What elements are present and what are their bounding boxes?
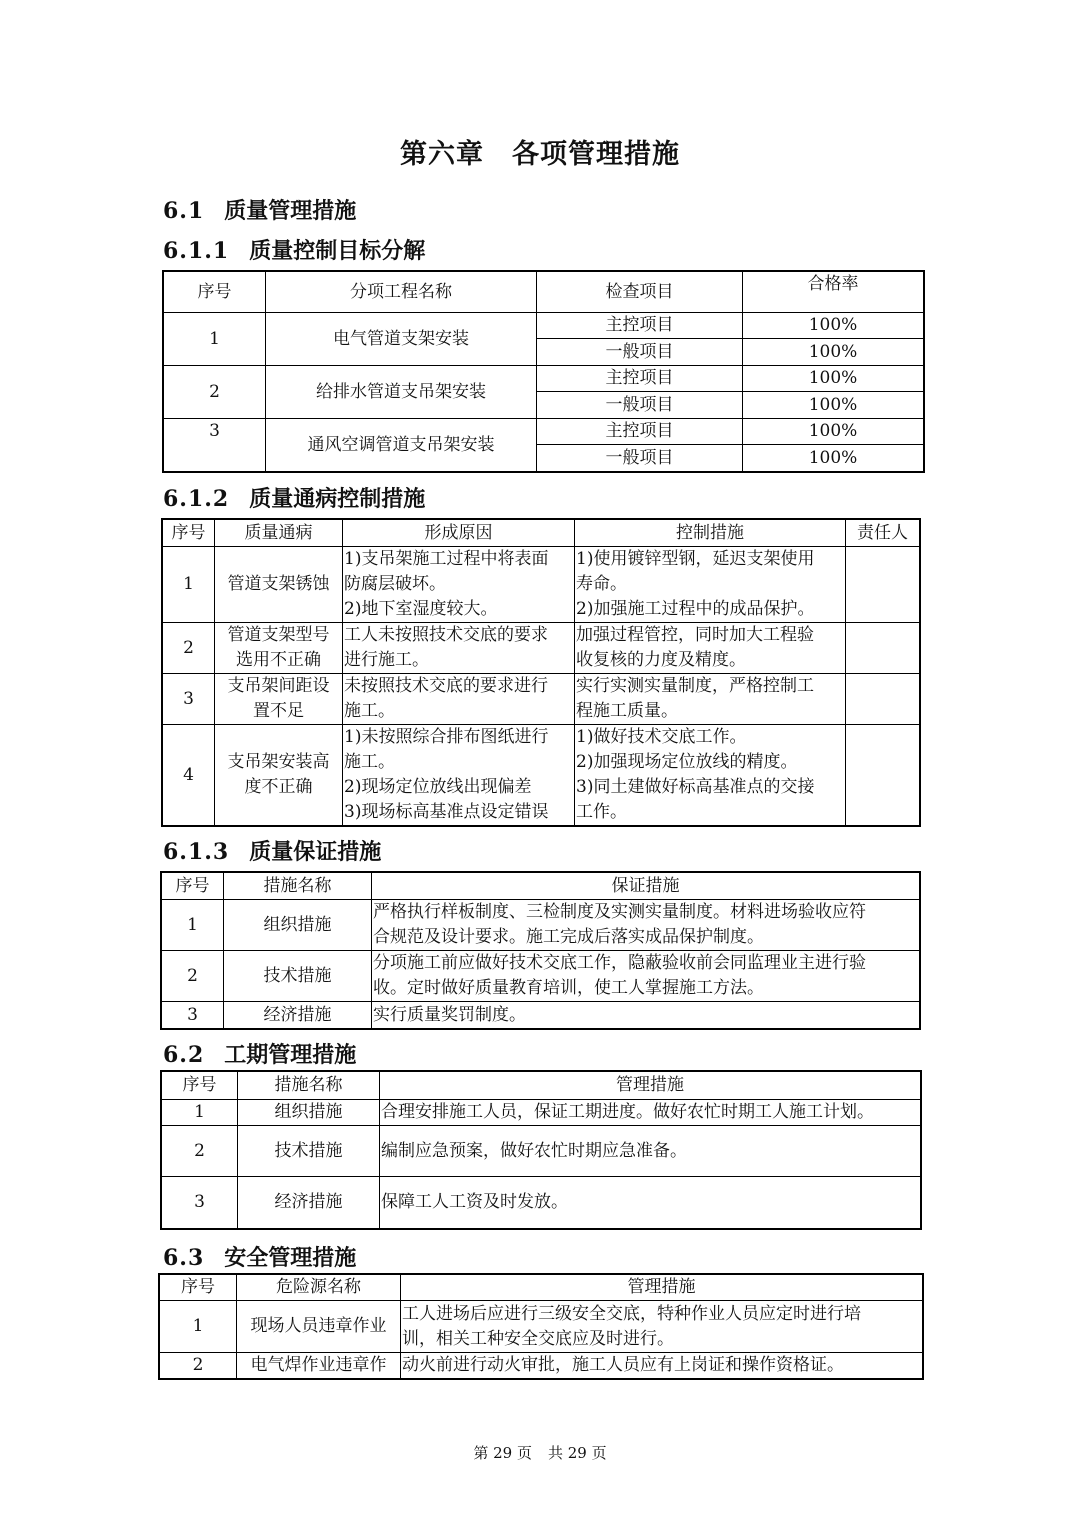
row-number: 2 — [162, 951, 224, 1002]
pass-rate: 100% — [743, 366, 924, 392]
control-measure — [575, 547, 846, 623]
chapter-title — [0, 132, 1080, 171]
defect-cause — [343, 725, 575, 826]
section-number: 6.1 — [163, 198, 205, 224]
text-line: 管道支架型号 — [227, 625, 330, 645]
check-item: 一般项目 — [537, 339, 743, 366]
text-line: 1)使用镀锌型钢，延迟支架使用 — [576, 549, 815, 569]
check-item: 主控项目 — [537, 313, 743, 339]
row-number: 1 — [162, 1100, 238, 1126]
row-number: 3 — [162, 1002, 224, 1029]
table-row — [162, 1100, 921, 1126]
responsible-person — [846, 725, 920, 826]
text-line: 3)现场标高基准点设定错误 — [344, 802, 549, 822]
table-row — [162, 1002, 920, 1029]
text-line: 加强过程管控，同时加大工程验 — [576, 625, 814, 645]
text-line: 寿命。 — [576, 574, 627, 594]
text-line: 严格执行样板制度、三检制度及实测实量制度。材料进场验收应符 — [373, 902, 866, 922]
section-heading-6-1-1 — [163, 234, 425, 265]
work-item-name: 给排水管道支吊架安装 — [266, 366, 537, 419]
measure-name: 技术措施 — [238, 1126, 380, 1177]
defect-cause — [343, 623, 575, 674]
text-line: 3)同土建做好标高基准点的交接 — [576, 777, 815, 797]
header-cell: 检查项目 — [537, 272, 743, 313]
row-number: 3 — [163, 674, 215, 725]
check-item: 主控项目 — [537, 419, 743, 445]
page-number: 第 29 页 — [473, 1444, 532, 1462]
row-number: 3 — [164, 419, 266, 472]
quality-assurance-table — [161, 872, 920, 1029]
row-number: 4 — [163, 725, 215, 826]
text-line: 施工。 — [344, 752, 395, 772]
assurance-text — [372, 951, 920, 1002]
header-cell: 形成原因 — [343, 520, 575, 547]
pass-rate: 100% — [743, 339, 924, 366]
work-item-name: 电气管道支架安装 — [266, 313, 537, 366]
header-cell: 序号 — [164, 272, 266, 313]
text-line: 工人进场后应进行三级安全交底，特种作业人员应定时进行培 — [402, 1303, 861, 1324]
text-line: 程施工质量。 — [576, 701, 678, 721]
header-cell: 合格率 — [743, 272, 924, 313]
defect-name — [215, 547, 343, 623]
text-line: 管道支架锈蚀 — [227, 574, 330, 594]
row-number: 3 — [162, 1177, 238, 1229]
header-cell: 危险源名称 — [237, 1275, 401, 1301]
section-number: 6.1.3 — [163, 839, 230, 865]
text-line: 2)现场定位放线出现偏差 — [344, 777, 532, 797]
header-cell: 序号 — [162, 1072, 238, 1100]
quality-defect-table — [162, 519, 920, 826]
text-line: 收复核的力度及精度。 — [576, 650, 746, 670]
control-measure — [575, 674, 846, 725]
table-header-row — [160, 1275, 923, 1301]
row-number: 1 — [164, 313, 266, 366]
text-line: 合规范及设计要求。施工完成后落实成品保护制度。 — [373, 927, 764, 947]
chapter-name: 各项管理措施 — [512, 139, 680, 170]
management-text — [401, 1353, 923, 1379]
header-cell: 管理措施 — [401, 1275, 923, 1301]
text-line: 1)未按照综合排布图纸进行 — [344, 727, 549, 747]
section-heading-6-1 — [163, 194, 356, 225]
header-cell: 质量通病 — [215, 520, 343, 547]
control-measure — [575, 623, 846, 674]
quality-target-table — [163, 271, 924, 472]
row-number: 1 — [162, 900, 224, 951]
pass-rate: 100% — [743, 313, 924, 339]
section-title: 安全管理措施 — [224, 1245, 357, 1271]
row-number: 2 — [160, 1353, 237, 1379]
table-row — [164, 366, 924, 392]
defect-cause — [343, 674, 575, 725]
section-heading-6-1-2 — [163, 482, 425, 513]
management-text: 合理安排施工人员，保证工期进度。做好农忙时期工人施工计划。 — [380, 1100, 921, 1126]
section-number: 6.1.2 — [163, 486, 230, 512]
responsible-person — [846, 674, 920, 725]
check-item: 一般项目 — [537, 445, 743, 472]
text-line: 防腐层破坏。 — [344, 574, 446, 594]
row-number: 1 — [163, 547, 215, 623]
text-line: 2)加强现场定位放线的精度。 — [576, 752, 798, 772]
table-row — [164, 313, 924, 339]
chapter-number: 第六章 — [400, 139, 484, 170]
text-line: 训，相关工种安全交底应及时进行。 — [402, 1328, 674, 1349]
text-line: 分项施工前应做好技术交底工作，隐蔽验收前会同监理业主进行验 — [373, 953, 866, 973]
text-line: 施工。 — [344, 701, 395, 721]
assurance-text — [372, 900, 920, 951]
table-row — [162, 900, 920, 951]
section-title: 质量管理措施 — [224, 198, 357, 224]
text-line: 2)地下室湿度较大。 — [344, 599, 498, 619]
pass-rate: 100% — [743, 445, 924, 472]
section-heading-6-1-3 — [163, 835, 381, 866]
table-row — [163, 547, 920, 623]
responsible-person — [846, 547, 920, 623]
work-item-name: 通风空调管道支吊架安装 — [266, 419, 537, 472]
text-line: 进行施工。 — [344, 650, 429, 670]
table-row — [164, 419, 924, 445]
defect-name — [215, 725, 343, 826]
text-line: 支吊架安装高 — [227, 752, 330, 772]
assurance-text — [372, 1002, 920, 1029]
table-header-row — [164, 272, 924, 313]
table-header-row — [162, 1072, 921, 1100]
pass-rate: 100% — [743, 419, 924, 445]
header-cell: 控制措施 — [575, 520, 846, 547]
measure-name: 组织措施 — [224, 900, 372, 951]
hazard-name: 电气焊作业违章作 — [237, 1353, 401, 1379]
table-row — [162, 1126, 921, 1177]
text-line: 1)支吊架施工过程中将表面 — [344, 549, 549, 569]
text-line: 实行实测实量制度，严格控制工 — [576, 676, 814, 696]
section-number: 6.2 — [163, 1042, 205, 1068]
header-cell: 责任人 — [846, 520, 920, 547]
text-line: 置不足 — [253, 701, 304, 721]
management-text: 保障工人工资及时发放。 — [380, 1177, 921, 1229]
header-cell: 序号 — [160, 1275, 237, 1301]
defect-name — [215, 623, 343, 674]
header-cell: 保证措施 — [372, 873, 920, 900]
section-title: 工期管理措施 — [224, 1042, 357, 1068]
row-number: 2 — [164, 366, 266, 419]
defect-cause — [343, 547, 575, 623]
section-heading-6-2 — [163, 1038, 356, 1069]
section-title: 质量通病控制措施 — [249, 486, 426, 512]
table-row — [160, 1353, 923, 1379]
table-row — [163, 725, 920, 826]
table-header-row — [163, 520, 920, 547]
header-cell: 分项工程名称 — [266, 272, 537, 313]
section-number: 6.1.1 — [163, 238, 230, 264]
measure-name: 经济措施 — [238, 1177, 380, 1229]
pass-rate: 100% — [743, 392, 924, 419]
safety-table — [159, 1274, 923, 1379]
defect-name — [215, 674, 343, 725]
table-row — [162, 951, 920, 1002]
table-row — [160, 1301, 923, 1353]
row-number: 2 — [162, 1126, 238, 1177]
table-header-row — [162, 873, 920, 900]
header-cell: 措施名称 — [238, 1072, 380, 1100]
section-heading-6-3 — [163, 1241, 356, 1272]
text-line: 工人未按照技术交底的要求 — [344, 625, 548, 645]
section-title: 质量控制目标分解 — [249, 238, 426, 264]
page-total: 共 29 页 — [548, 1444, 607, 1462]
table-row — [162, 1177, 921, 1229]
text-line: 实行质量奖罚制度。 — [373, 1004, 526, 1025]
text-line: 工作。 — [576, 802, 627, 822]
header-cell: 管理措施 — [380, 1072, 921, 1100]
schedule-table — [161, 1071, 921, 1229]
measure-name: 经济措施 — [224, 1002, 372, 1029]
header-cell: 措施名称 — [224, 873, 372, 900]
management-text: 编制应急预案，做好农忙时期应急准备。 — [380, 1126, 921, 1177]
header-cell: 序号 — [163, 520, 215, 547]
section-number: 6.3 — [163, 1245, 205, 1271]
check-item: 一般项目 — [537, 392, 743, 419]
control-measure — [575, 725, 846, 826]
text-line: 1)做好技术交底工作。 — [576, 727, 747, 747]
hazard-name: 现场人员违章作业 — [237, 1301, 401, 1353]
text-line: 未按照技术交底的要求进行 — [344, 676, 548, 696]
text-line: 收。定时做好质量教育培训，使工人掌握施工方法。 — [373, 978, 764, 998]
page-footer — [0, 1442, 1080, 1463]
responsible-person — [846, 623, 920, 674]
section-title: 质量保证措施 — [249, 839, 382, 865]
header-cell: 序号 — [162, 873, 224, 900]
table-row — [163, 674, 920, 725]
measure-name: 组织措施 — [238, 1100, 380, 1126]
text-line: 选用不正确 — [236, 650, 321, 670]
check-item: 主控项目 — [537, 366, 743, 392]
row-number: 1 — [160, 1301, 237, 1353]
table-row — [163, 623, 920, 674]
management-text — [401, 1301, 923, 1353]
row-number: 2 — [163, 623, 215, 674]
text-line: 2)加强施工过程中的成品保护。 — [576, 599, 815, 619]
text-line: 动火前进行动火审批，施工人员应有上岗证和操作资格证。 — [402, 1355, 844, 1375]
measure-name: 技术措施 — [224, 951, 372, 1002]
text-line: 支吊架间距设 — [227, 676, 330, 696]
text-line: 度不正确 — [244, 777, 313, 797]
